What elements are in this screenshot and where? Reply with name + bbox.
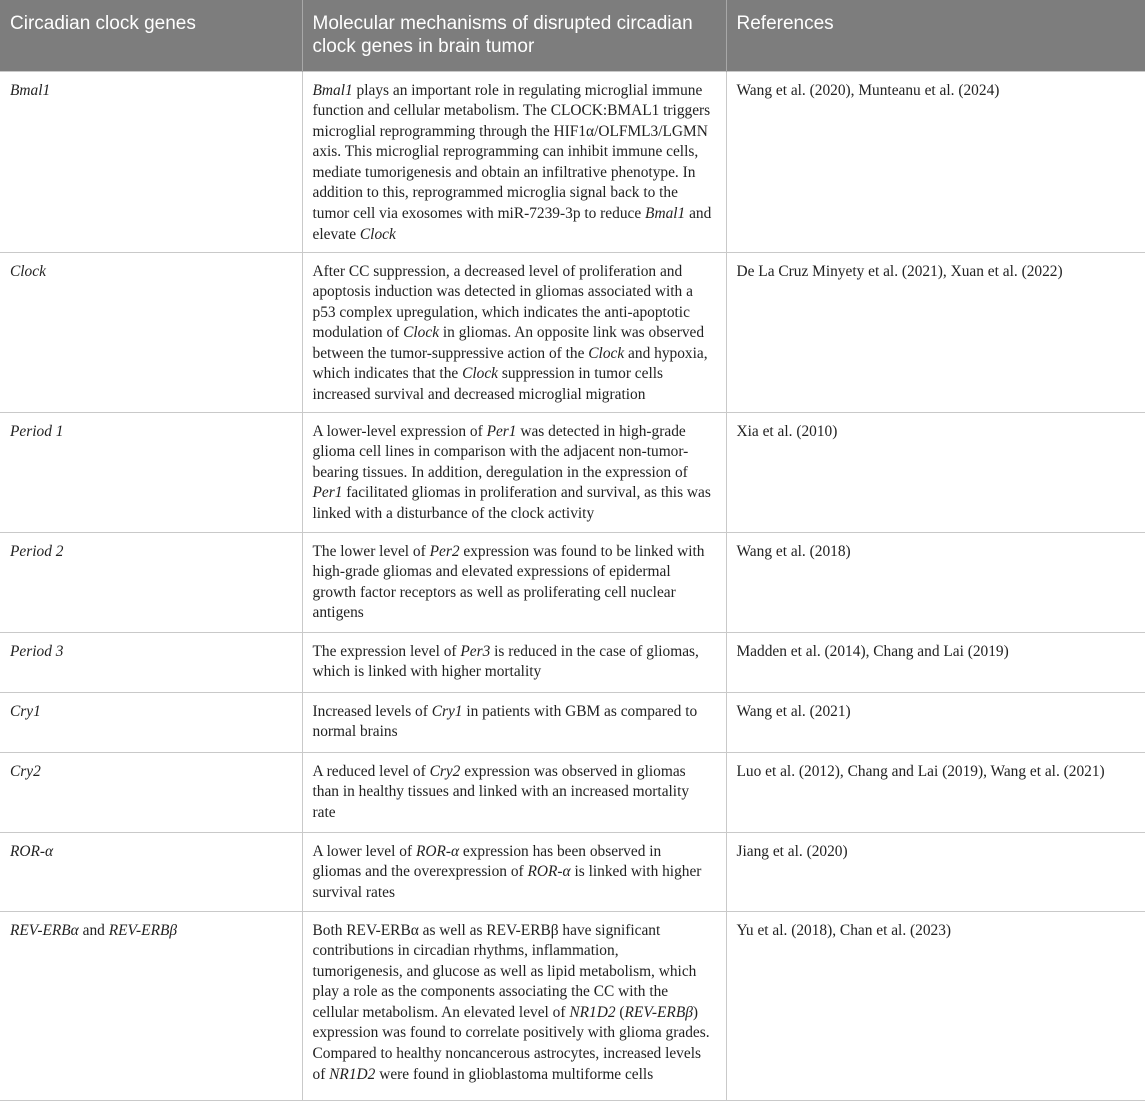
- italic-term: REV-ERBβ: [108, 921, 178, 939]
- mechanism-cell: A lower level of ROR-α expression has been observed in gliomas and the overexpression of ROR-α is linked with higher survival rates: [302, 832, 726, 911]
- mechanism-cell: The expression level of Per3 is reduced in the case of gliomas, which is linked with higher mortality: [302, 632, 726, 692]
- mechanism-cell: Both REV-ERBα as well as REV-ERBβ have significant contributions in circadian rhythms, inflammation, tumorigenesis, and glucose as well as lipid metabolism, which play a role as the components associating the CC with the cellular metabolism. An elevated level of NR1D2 (REV-ERBβ) expression was found to correlate positively with glioma grades. Compared to healthy noncancerous astrocytes, increased levels of NR1D2 were found in glioblastoma multiforme cells: [302, 911, 726, 1100]
- references-cell: Xia et al. (2010): [726, 412, 1145, 532]
- italic-term: Clock: [462, 365, 498, 383]
- table-row: [0, 752, 1145, 832]
- mechanism-cell: A lower-level expression of Per1 was detected in high-grade glioma cell lines in comparison with the adjacent non-tumor-bearing tissues. In addition, deregulation in the expression of Per1 facilitated gliomas in proliferation and survival, as this was linked with a disturbance of the clock activity: [302, 412, 726, 532]
- italic-term: Cry1: [431, 702, 463, 720]
- table-row: [0, 832, 1145, 911]
- table-row: [0, 412, 1145, 532]
- gene-cell: Cry2: [0, 752, 302, 832]
- table-row: [0, 632, 1145, 692]
- italic-term: Per3: [460, 642, 491, 660]
- italic-term: Bmal1: [312, 81, 353, 99]
- italic-term: REV-ERBβ: [624, 1003, 693, 1021]
- gene-cell: Cry1: [0, 692, 302, 752]
- table-row: [0, 692, 1145, 752]
- mechanism-cell: Bmal1 plays an important role in regulating microglial immune function and cellular metabolism. The CLOCK:BMAL1 triggers microglial reprogramming through the HIF1α/OLFML3/LGMN axis. This microglial reprogramming can inhibit immune cells, mediate tumorigenesis and obtain an infiltrative phenotype. In addition to this, reprogrammed microglia signal back to the tumor cell via exosomes with miR-7239-3p to reduce Bmal1 and elevate Clock: [302, 71, 726, 252]
- italic-term: Clock: [588, 344, 625, 362]
- header-references: References: [726, 0, 1145, 71]
- header-mechanisms: Molecular mechanisms of disrupted circadian clock genes in brain tumor: [302, 0, 726, 71]
- gene-cell: Bmal1: [0, 71, 302, 252]
- gene-cell: Period 1: [0, 412, 302, 532]
- italic-term: Per2: [429, 542, 460, 560]
- header-genes: Circadian clock genes: [0, 0, 302, 71]
- references-cell: Madden et al. (2014), Chang and Lai (2019): [726, 632, 1145, 692]
- table-row: [0, 252, 1145, 412]
- gene-cell: Period 3: [0, 632, 302, 692]
- references-cell: Yu et al. (2018), Chan et al. (2023): [726, 911, 1145, 1100]
- italic-term: Clock: [359, 225, 396, 243]
- gene-cell: Period 2: [0, 532, 302, 632]
- italic-term: ROR-α: [527, 863, 571, 881]
- references-cell: De La Cruz Minyety et al. (2021), Xuan et al. (2022): [726, 252, 1145, 412]
- italic-term: Per1: [312, 484, 343, 502]
- table-body: [0, 71, 1145, 1100]
- references-cell: Luo et al. (2012), Chang and Lai (2019), Wang et al. (2021): [726, 752, 1145, 832]
- mechanism-cell: The lower level of Per2 expression was found to be linked with high-grade gliomas and elevated expressions of epidermal growth factor receptors as well as proliferating cell nuclear antigens: [302, 532, 726, 632]
- italic-term: Cry2: [429, 762, 461, 780]
- mechanism-cell: Increased levels of Cry1 in patients with GBM as compared to normal brains: [302, 692, 726, 752]
- references-cell: Jiang et al. (2020): [726, 832, 1145, 911]
- table-row: [0, 911, 1145, 1100]
- italic-term: NR1D2: [569, 1003, 616, 1021]
- italic-term: ROR-α: [415, 842, 460, 860]
- table-row: [0, 71, 1145, 252]
- table-header: [0, 0, 1145, 71]
- mechanism-cell: A reduced level of Cry2 expression was observed in gliomas than in healthy tissues and linked with an increased mortality rate: [302, 752, 726, 832]
- table-row: [0, 532, 1145, 632]
- references-cell: Wang et al. (2018): [726, 532, 1145, 632]
- gene-cell: REV-ERBα and REV-ERBβ: [0, 911, 302, 1100]
- italic-term: NR1D2: [329, 1065, 376, 1083]
- italic-term: Per1: [486, 422, 517, 440]
- italic-term: Clock: [403, 324, 440, 342]
- italic-term: REV-ERBα: [10, 921, 79, 939]
- gene-cell: Clock: [0, 252, 302, 412]
- references-cell: Wang et al. (2021): [726, 692, 1145, 752]
- italic-term: Bmal1: [645, 205, 686, 223]
- header-row: [0, 0, 1145, 71]
- references-cell: Wang et al. (2020), Munteanu et al. (2024): [726, 71, 1145, 252]
- gene-cell: ROR-α: [0, 832, 302, 911]
- mechanism-cell: After CC suppression, a decreased level of proliferation and apoptosis induction was detected in gliomas associated with a p53 complex upregulation, which indicates the anti-apoptotic modulation of Clock in gliomas. An opposite link was observed between the tumor-suppressive action of the Clock and hypoxia, which indicates that the Clock suppression in tumor cells increased survival and decreased microglial migration: [302, 252, 726, 412]
